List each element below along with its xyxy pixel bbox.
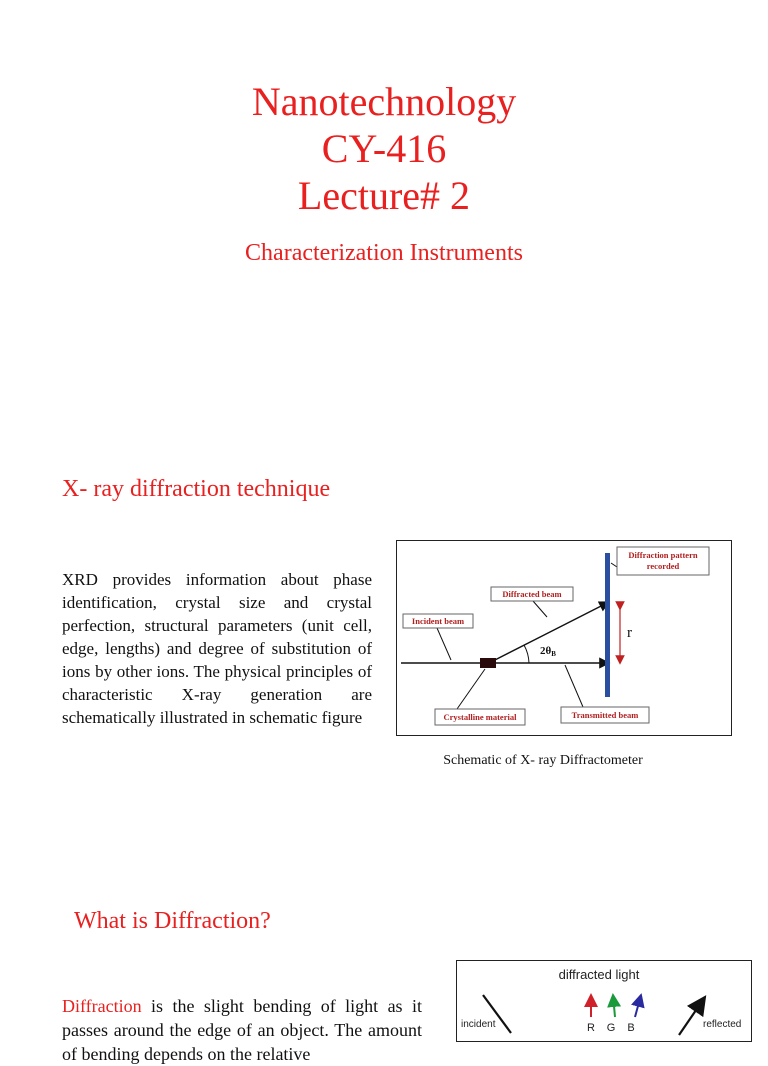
label-recorded: recorded <box>646 561 680 571</box>
label-diffraction-pattern: Diffraction pattern <box>628 550 698 560</box>
label-g: G <box>606 1022 616 1034</box>
diffracted-light-diagram <box>457 961 751 1041</box>
xray-diffractometer-figure <box>396 540 732 736</box>
label-transmitted-beam: Transmitted beam <box>571 710 639 720</box>
crystal-sample <box>480 658 496 668</box>
label-crystalline-material: Crystalline material <box>443 712 517 722</box>
diffracted-light-figure <box>456 960 752 1042</box>
label-incident: incident <box>461 1019 496 1030</box>
label-r: R <box>587 1022 595 1034</box>
reflected-ray <box>679 997 705 1035</box>
xray-section-heading: X- ray diffraction technique <box>62 476 331 502</box>
label-reflected: reflected <box>703 1019 742 1030</box>
angle-arc <box>524 645 529 663</box>
green-ray <box>613 995 615 1017</box>
title-lecture-number: Lecture# 2 <box>297 173 471 218</box>
subtitle: Characterization Instruments <box>245 240 523 266</box>
diffraction-paragraph-text: is the slight bending of light as it passes around the edge of an object. The amount of bending depends on the relative <box>62 996 422 1064</box>
blue-ray <box>635 995 641 1017</box>
label-b: B <box>627 1022 635 1034</box>
r-label: r <box>627 625 632 641</box>
diffraction-section-heading: What is Diffraction? <box>74 908 271 934</box>
detector-screen <box>605 553 610 697</box>
figure-caption: Schematic of X- ray Diffractometer <box>443 753 643 768</box>
diffracted-light-title: diffracted light <box>558 967 640 982</box>
angle-label: 2θB <box>540 645 556 658</box>
diffraction-description-paragraph <box>62 994 422 1066</box>
diffraction-term: Diffraction <box>62 996 142 1016</box>
title-course-code: CY-416 <box>321 126 447 171</box>
xray-diffractometer-schematic <box>397 541 731 735</box>
label-incident-beam: Incident beam <box>411 616 465 626</box>
label-diffracted-beam: Diffracted beam <box>502 589 562 599</box>
xrd-description-paragraph: XRD provides information about phase identification, crystal size and crystal perfection, structural parameters (unit cell, edge, lengths) and degree of substitution of ions by other ions. The physical principles of characteristic X-ray generation are schematically illustrated in schematic figure <box>62 570 372 727</box>
title-course-name: Nanotechnology <box>251 79 517 124</box>
